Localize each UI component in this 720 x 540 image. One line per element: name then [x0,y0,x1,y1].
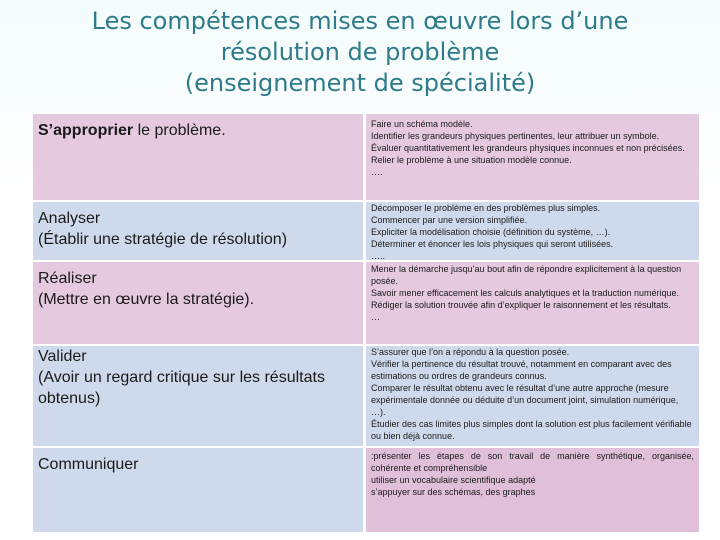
detail-line: s’appuyer sur des schémas, des graphes [371,487,536,497]
row-realiser [33,262,699,344]
title-line-3: (enseignement de spécialité) [184,69,536,97]
detail-line: Mener la démarche jusqu’au bout afin de répondre explicitement à la question posée. [371,264,682,286]
detail-line: Savoir mener efficacement les calculs analytiques et la traduction numérique. [371,288,679,298]
competence-cell [33,448,363,532]
detail-line: Vérifier la pertinence du résultat trouvé, notamment en comparant avec des estimations ou ordres de grandeurs connus. [371,359,672,381]
competence-verb: Analyser [38,210,101,227]
detail-line: Évaluer quantitativement les grandeurs physiques inconnues et non précisées. [371,143,685,153]
competence-verb: Valider [38,348,87,365]
details-cell [366,202,699,260]
detail-line: utiliser un vocabulaire scientifique adapté [371,475,536,485]
detail-line: Déterminer et énoncer les lois physiques qui seront utilisées. [371,239,614,249]
competence-cell [33,114,363,200]
details-cell [366,262,699,344]
competence-verb: Réaliser [38,270,97,287]
competence-description: (Établir une stratégie de résolution) [38,231,288,248]
slide-title [0,6,720,99]
detail-line: S’assurer que l’on a répondu à la question posée. [371,347,570,357]
competence-description: (Avoir un regard critique sur les résultats obtenus) [38,369,325,407]
competences-table [33,114,699,532]
detail-line: … [371,312,380,322]
competence-cell [33,262,363,344]
title-line-1: Les compétences mises en œuvre lors d’une [91,7,629,35]
detail-line: ….. [371,251,386,260]
row-analyser [33,202,699,260]
detail-line: Relier le problème à une situation modèle connue. [371,155,572,165]
details-cell [366,346,699,446]
detail-line: Expliciter la modélisation choisie (définition du système, …). [371,227,611,237]
competence-cell [33,202,363,260]
detail-line: Étudier des cas limites plus simples dont la solution est plus facilement vérifiable ou bien déjà connue. [371,419,692,441]
detail-line: Commencer par une version simplifiée. [371,215,528,225]
competence-description: (Mettre en œuvre la stratégie). [38,291,255,308]
row-valider [33,346,699,446]
row-communiquer [33,448,699,532]
detail-line: :présenter les étapes de son travail de manière synthétique, organisée, cohérente et compréhensible [371,451,694,473]
competence-cell [33,346,363,446]
competence-verb: S’approprier [38,122,134,139]
competence-description: le problème. [133,122,226,139]
detail-line: Rédiger la solution trouvée afin d’expliquer le raisonnement et les résultats. [371,300,671,310]
title-line-2: résolution de problème [220,38,500,66]
detail-line: Comparer le résultat obtenu avec le résultat d’une autre approche (mesure expérimentale donnée ou déduite d’un document joint, simulation numérique, …). [371,383,679,417]
row-sapproprier [33,114,699,200]
detail-line: Identifier les grandeurs physiques pertinentes, leur attribuer un symbole. [371,131,660,141]
detail-line: …. [371,167,383,177]
details-cell [366,448,699,532]
competence-verb: Communiquer [38,456,139,473]
details-cell [366,114,699,200]
detail-line: Faire un schéma modèle. [371,119,473,129]
detail-line: Décomposer le problème en des problèmes plus simples. [371,203,601,213]
